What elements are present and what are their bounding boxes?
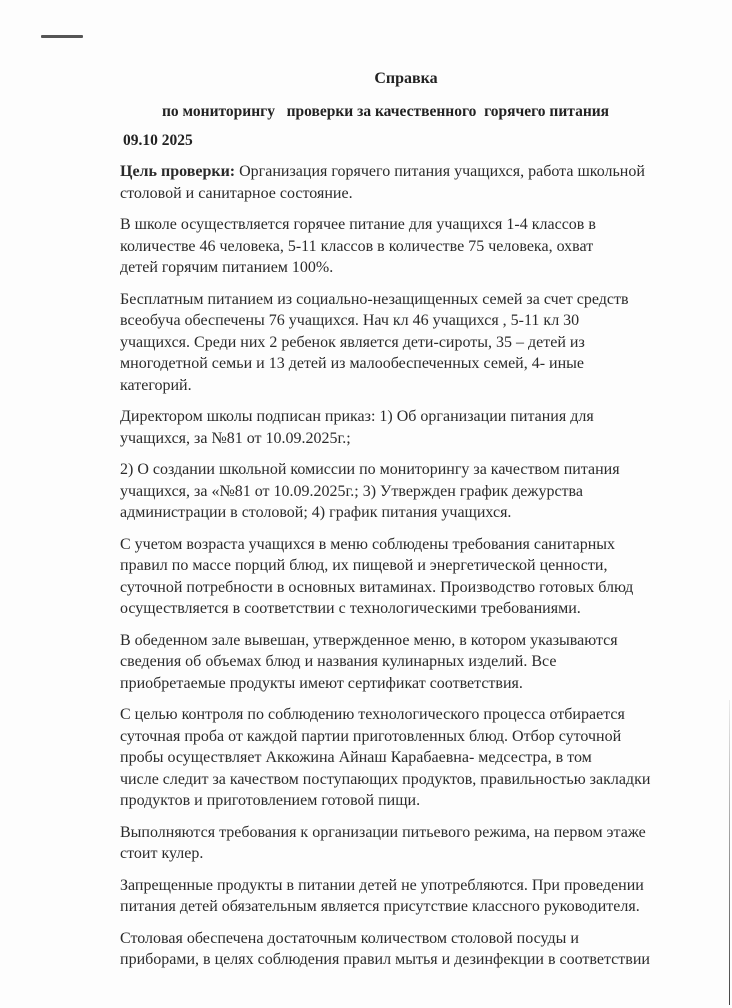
goal-label: Цель проверки:	[120, 163, 236, 180]
scan-mark	[41, 35, 83, 38]
goal-paragraph	[120, 161, 710, 204]
paragraph-menu-requirements: С учетом возраста учащихся в меню соблюдены требования санитарных правил по массе порций блюд, их пищевой и энергетической ценности, суточной потребности в основных витаминах. Производство готовых блюд осуществляется в соответствии с технологическими требованиями.	[120, 535, 634, 617]
page-edge-line	[729, 700, 730, 1005]
paragraph-prohibited: Запрещенные продукты в питании детей не употребляются. При проведении питания детей обязательным является присутствие классного руководителя.	[120, 876, 644, 915]
document-title: Справка	[374, 70, 438, 87]
paragraph-coverage: В школе осуществляется горячее питание для учащихся 1-4 классов в количестве 46 человека, 5-11 классов в количестве 75 человека, охват детей горячим питанием 100%.	[120, 216, 596, 276]
document-date: 09.10 2025	[123, 132, 193, 149]
document-body	[120, 161, 710, 981]
paragraph-daily-sample: С целью контроля по соблюдению технологического процесса отбирается суточная проба от каждой партии приготовленных блюд. Отбор суточной пробы осуществляет Аккожина Айнаш Карабаевна- медсестра, в том числе следит за качеством поступающих продуктов, правильностью закладки продуктов и приготовлением готовой пищи.	[120, 706, 651, 809]
paragraph-dining-hall: В обеденном зале вывешан, утвержденное меню, в котором указываются сведения об объемах блюд и названия кулинарных изделий. Все приобретаемые продукты имеют сертификат соответствия.	[120, 631, 618, 692]
paragraph-dishware: Столовая обеспечена достаточным количеством столовой посуды и приборами, в целях соблюдения правил мытья и дезинфекции в соответствии	[120, 929, 650, 968]
paragraph-order-2: 2) О создании школьной комиссии по мониторингу за качеством питания учащихся, за «№81 от 10.09.2025г.; 3) Утвержден график дежурства администрации в столовой; 4) график питания учащихся.	[120, 461, 620, 521]
paragraph-drinking: Выполняются требования к организации питьевого режима, на первом этаже стоит кулер.	[120, 823, 646, 862]
paragraph-free-meals: Бесплатным питанием из социально-незащищенных семей за счет средств всеобуча обеспечены 76 учащихся. Нач кл 46 учащихся , 5-11 кл 30 учащихся. Среди них 2 ребенок является дети-сироты, 35 – детей из многодетной семьи и 13 детей из малообеспеченных семей, 4- иные категорий.	[120, 290, 629, 394]
goal-text: Организация горячего питания учащихся, работа школьной столовой и санитарное состояние.	[120, 163, 645, 202]
paragraph-order-1: Директором школы подписан приказ: 1) Об организации питания для учащихся, за №81 от 10.09.2025г.;	[120, 408, 594, 447]
document-subtitle: по мониторингу проверки за качественного горячего питания	[162, 103, 610, 120]
